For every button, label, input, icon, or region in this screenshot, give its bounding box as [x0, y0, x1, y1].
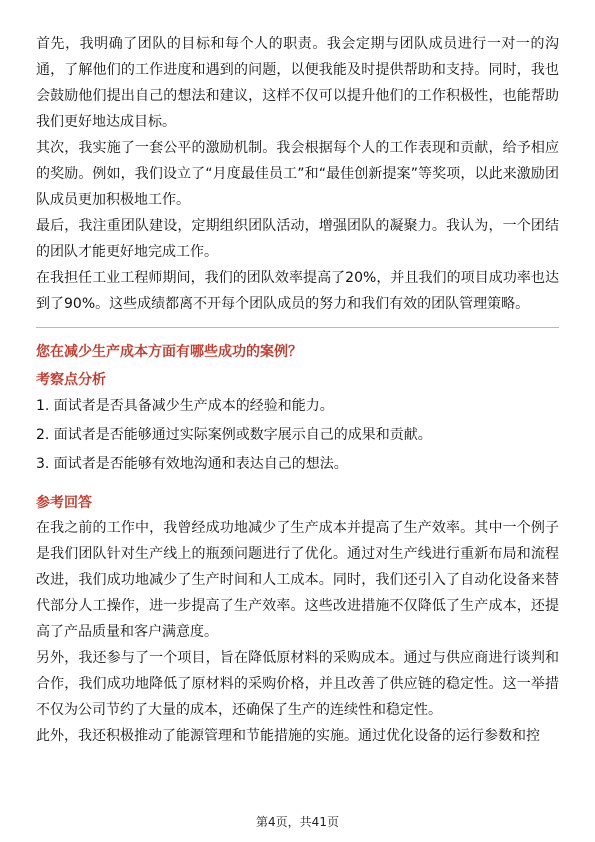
answer-paragraph: 另外，我还参与了一个项目，旨在降低原材料的采购成本。通过与供应商进行谈判和合作，我们成功地降低了原材料的采购价格，并且改善了供应链的稳定性。这一举措不仅为公司节约了大量的成本，还确保了生产的连续性和稳定性。 [36, 650, 559, 718]
question-heading: 您在减少生产成本方面有哪些成功的案例？ [36, 344, 302, 360]
page-footer: 第4页，共41页 [256, 815, 339, 829]
analysis-item: 1. 面试者是否具备减少生产成本的经验和能力。 [36, 398, 334, 414]
body-paragraph: 首先，我明确了团队的目标和每个人的职责。我会定期与团队成员进行一对一的沟通，了解他们的工作进度和遇到的问题，以便我能及时提供帮助和支持。同时，我也会鼓励他们提出自己的想法和建议，这样不仅可以提升他们的工作积极性，也能帮助我们更好地达成目标。 [36, 36, 559, 130]
section-divider [36, 327, 559, 328]
document-page [36, 31, 559, 749]
answer-paragraph: 此外，我还积极推动了能源管理和节能措施的实施。通过优化设备的运行参数和控 [36, 728, 540, 744]
analysis-item: 2. 面试者是否能够通过实际案例或数字展示自己的成果和贡献。 [36, 427, 432, 443]
spacer [36, 479, 559, 487]
body-paragraph: 最后，我注重团队建设，定期组织团队活动，增强团队的凝聚力。我认为，一个团结的团队才能更好地完成工作。 [36, 218, 559, 260]
analysis-item: 3. 面试者是否能够有效地沟通和表达自己的想法。 [36, 456, 348, 472]
answer-heading: 参考回答 [36, 495, 92, 511]
analysis-heading: 考察点分析 [36, 372, 106, 388]
answer-paragraph: 在我之前的工作中，我曾经成功地减少了生产成本并提高了生产效率。其中一个例子是我们团队针对生产线上的瓶颈问题进行了优化。通过对生产线进行重新布局和流程改进，我们成功地减少了生产时间和人工成本。同时，我们还引入了自动化设备来替代部分人工操作，进一步提高了生产效率。这些改进措施不仅降低了生产成本，还提高了产品质量和客户满意度。 [36, 520, 559, 640]
body-paragraph: 在我担任工业工程师期间，我们的团队效率提高了20%，并且我们的项目成功率也达到了90%。这些成绩都离不开每个团队成员的努力和我们有效的团队管理策略。 [36, 270, 559, 312]
body-paragraph: 其次，我实施了一套公平的激励机制。我会根据每个人的工作表现和贡献，给予相应的奖励。例如，我们设立了“月度最佳员工”和“最佳创新提案”等奖项，以此来激励团队成员更加积极地工作。 [36, 140, 559, 208]
